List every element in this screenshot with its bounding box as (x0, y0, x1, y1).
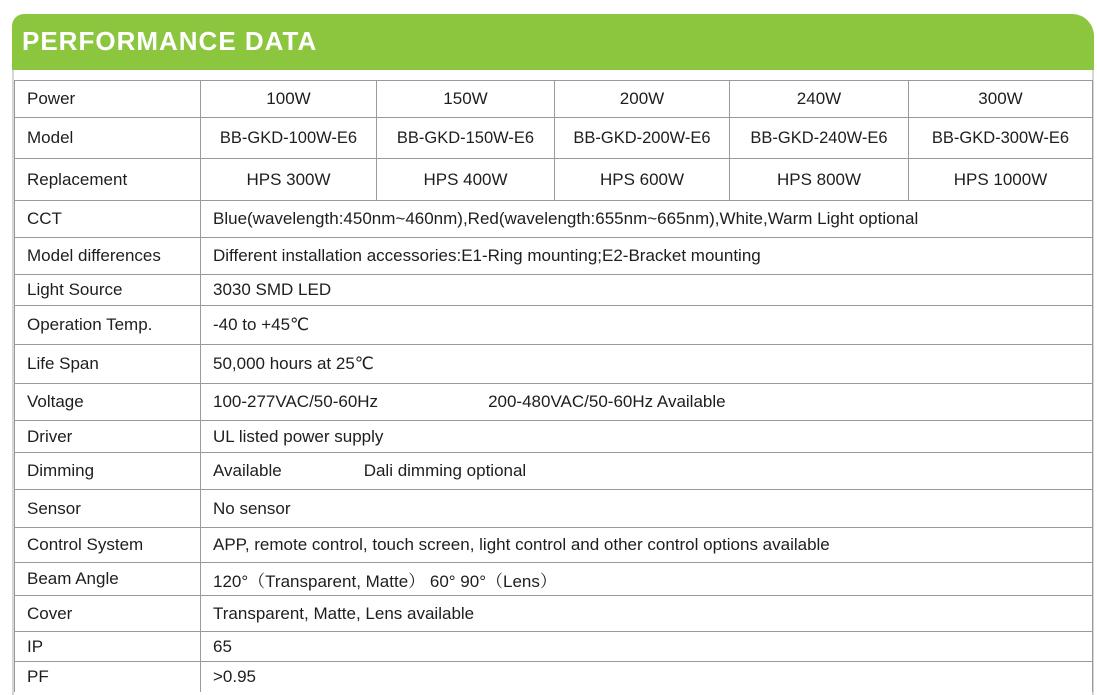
row-label-driver: Driver (15, 421, 201, 453)
voltage-range-optional: 200-480VAC/50-60Hz Available (488, 392, 726, 411)
operation-temp-value: -40 to +45℃ (201, 306, 1093, 345)
model-cell: BB-GKD-200W-E6 (555, 118, 730, 159)
beam-angle-value: 120°（Transparent, Matte） 60° 90°（Lens） (201, 563, 1093, 596)
cover-value: Transparent, Matte, Lens available (201, 596, 1093, 632)
table-row-model (15, 118, 1093, 159)
power-cell: 150W (377, 81, 555, 118)
section-header (12, 14, 1094, 70)
table-row-cct (15, 201, 1093, 238)
row-label-life-span: Life Span (15, 345, 201, 384)
row-label-cover: Cover (15, 596, 201, 632)
replacement-cell: HPS 400W (377, 159, 555, 201)
cct-value: Blue(wavelength:450nm~460nm),Red(wavelength:655nm~665nm),White,Warm Light optional (201, 201, 1093, 238)
row-label-control-system: Control System (15, 528, 201, 563)
table-row-operation-temp (15, 306, 1093, 345)
sensor-value: No sensor (201, 490, 1093, 528)
table-row-beam-angle (15, 563, 1093, 596)
row-label-pf: PF (15, 662, 201, 692)
driver-value: UL listed power supply (201, 421, 1093, 453)
replacement-cell: HPS 800W (730, 159, 909, 201)
model-cell: BB-GKD-240W-E6 (730, 118, 909, 159)
table-row-life-span (15, 345, 1093, 384)
replacement-cell: HPS 1000W (909, 159, 1093, 201)
row-label-beam-angle: Beam Angle (15, 563, 201, 596)
row-label-dimming: Dimming (15, 453, 201, 490)
table-row-replacement (15, 159, 1093, 201)
row-label-power: Power (15, 81, 201, 118)
table-row-pf (15, 662, 1093, 692)
model-cell: BB-GKD-150W-E6 (377, 118, 555, 159)
life-span-value: 50,000 hours at 25℃ (201, 345, 1093, 384)
table-row-dimming (15, 453, 1093, 490)
row-label-light-source: Light Source (15, 275, 201, 306)
table-row-voltage (15, 384, 1093, 421)
model-cell: BB-GKD-300W-E6 (909, 118, 1093, 159)
replacement-cell: HPS 600W (555, 159, 730, 201)
table-row-power (15, 81, 1093, 118)
power-cell: 100W (201, 81, 377, 118)
table-row-ip (15, 632, 1093, 662)
control-system-value: APP, remote control, touch screen, light control and other control options available (201, 528, 1093, 563)
power-cell: 300W (909, 81, 1093, 118)
power-cell: 240W (730, 81, 909, 118)
model-cell: BB-GKD-100W-E6 (201, 118, 377, 159)
table-row-control-system (15, 528, 1093, 563)
row-label-model-differences: Model differences (15, 238, 201, 275)
voltage-value (201, 384, 1093, 421)
model-differences-value: Different installation accessories:E1-Ring mounting;E2-Bracket mounting (201, 238, 1093, 275)
light-source-value: 3030 SMD LED (201, 275, 1093, 306)
dimming-optional: Dali dimming optional (363, 461, 527, 480)
row-label-ip: IP (15, 632, 201, 662)
row-label-replacement: Replacement (15, 159, 201, 201)
row-label-voltage: Voltage (15, 384, 201, 421)
dimming-value (201, 453, 1093, 490)
row-label-model: Model (15, 118, 201, 159)
voltage-range-standard: 100-277VAC/50-60Hz (213, 392, 379, 411)
row-label-sensor: Sensor (15, 490, 201, 528)
table-row-driver (15, 421, 1093, 453)
ip-value: 65 (201, 632, 1093, 662)
table-row-light-source (15, 275, 1093, 306)
power-cell: 200W (555, 81, 730, 118)
section-title: PERFORMANCE DATA (22, 26, 318, 56)
row-label-cct: CCT (15, 201, 201, 238)
table-row-cover (15, 596, 1093, 632)
pf-value: >0.95 (201, 662, 1093, 692)
table-row-model-differences (15, 238, 1093, 275)
performance-table (14, 80, 1093, 692)
row-label-operation-temp: Operation Temp. (15, 306, 201, 345)
dimming-available: Available (213, 461, 282, 480)
table-row-sensor (15, 490, 1093, 528)
replacement-cell: HPS 300W (201, 159, 377, 201)
